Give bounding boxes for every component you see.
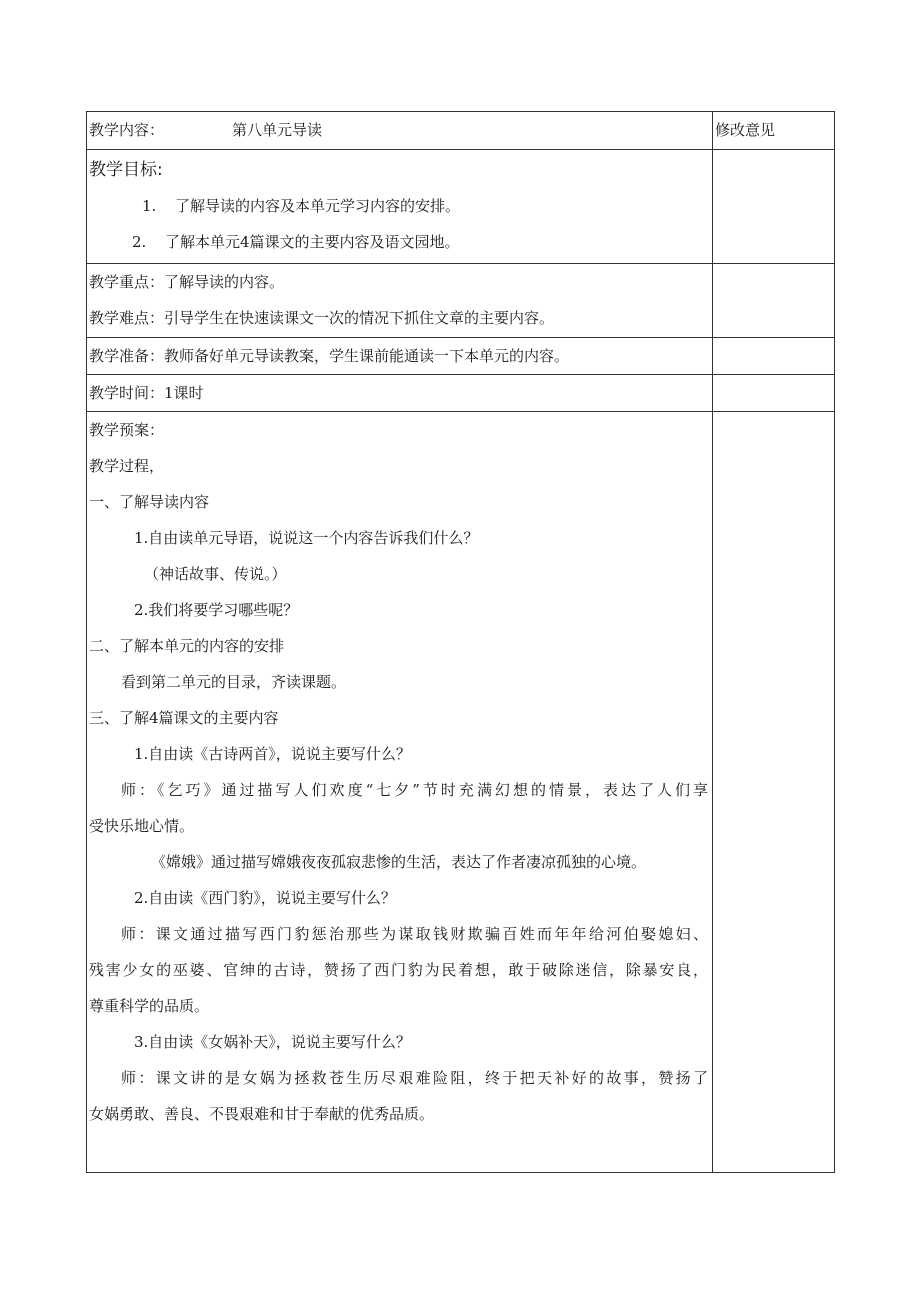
plan-row [87, 412, 835, 1173]
goal-text-2: 了解本单元4篇课文的主要内容及语文园地。 [165, 233, 460, 251]
goals-heading: 教学目标: [89, 160, 163, 180]
teaching-content-label: 教学内容： [89, 121, 165, 139]
section-1-title: 一、了解导读内容 [89, 493, 210, 511]
plan-cell [87, 412, 713, 1173]
teaching-content-value: 第八单元导读 [232, 121, 323, 139]
teaching-time: 教学时间：1课时 [89, 384, 204, 402]
goals-row [87, 150, 835, 264]
goals-cell [87, 150, 713, 264]
time-row [87, 375, 835, 412]
teaching-focus: 教学重点：了解导读的内容。 [89, 273, 285, 291]
section-2-text: 看到第二单元的目录，齐读课题。 [121, 673, 347, 691]
section-3-answer-2-line-1: 师：课文通过描写西门豹惩治那些为谋取钱财欺骗百姓而年年给河伯娶媳妇、 [121, 925, 708, 943]
section-1-question-2: 2.我们将要学习哪些呢？ [134, 601, 299, 619]
key-points-revision-cell [713, 264, 835, 338]
section-2-title: 二、了解本单元的内容的安排 [89, 637, 285, 655]
key-points-cell [87, 264, 713, 338]
section-3-question-1: 1.自由读《古诗两首》，说说主要写什么？ [134, 745, 411, 763]
time-cell [87, 375, 713, 412]
time-revision-cell [713, 375, 835, 412]
plan-process: 教学过程， [89, 457, 165, 475]
section-3-title: 三、了解4篇课文的主要内容 [89, 709, 279, 727]
goal-text-1: 了解导读的内容及本单元学习内容的安排。 [175, 197, 461, 215]
section-1-answer-1: （神话故事、传说。） [144, 565, 287, 583]
goal-number-1: 1. [142, 197, 157, 215]
section-3-answer-2-line-3: 尊重科学的品质。 [89, 997, 210, 1015]
teaching-content-cell [87, 112, 713, 150]
revision-header-cell [713, 112, 835, 150]
lesson-plan-table [86, 111, 835, 1173]
preparation-row [87, 338, 835, 375]
goal-item-2 [89, 224, 708, 260]
goal-item-1 [89, 188, 708, 224]
preparation-cell [87, 338, 713, 375]
teaching-preparation: 教学准备：教师备好单元导读教案，学生课前能通读一下本单元的内容。 [89, 347, 570, 365]
preparation-revision-cell [713, 338, 835, 375]
section-3-answer-1-line-2: 受快乐地心情。 [89, 817, 195, 835]
teaching-difficulty: 教学难点：引导学生在快速读课文一次的情况下抓住文章的主要内容。 [89, 309, 555, 327]
section-3-answer-2-line-2: 残害少女的巫婆、官绅的古诗，赞扬了西门豹为民着想，敢于破除迷信，除暴安良， [89, 961, 708, 979]
section-3-answer-3-line-1: 师：课文讲的是女娲为拯救苍生历尽艰难险阻，终于把天补好的故事，赞扬了 [121, 1069, 708, 1087]
header-row [87, 112, 835, 150]
goals-revision-cell [713, 150, 835, 264]
section-3-answer-1-line-1: 师：《乞巧》通过描写人们欢度“七夕”节时充满幻想的情景，表达了人们享 [121, 781, 708, 799]
goal-number-2: 2. [132, 233, 147, 251]
section-3-question-3: 3.自由读《女娲补天》，说说主要写什么？ [134, 1033, 411, 1051]
plan-revision-cell [713, 412, 835, 1173]
section-3-answer-3-line-2: 女娲勇敢、善良、不畏艰难和甘于奉献的优秀品质。 [89, 1105, 435, 1123]
section-1-question-1: 1.自由读单元导语，说说这一个内容告诉我们什么？ [134, 529, 479, 547]
section-3-question-2: 2.自由读《西门豹》，说说主要写什么？ [134, 889, 396, 907]
section-3-answer-1b: 《嫦娥》通过描写嫦娥夜夜孤寂悲惨的生活，表达了作者凄凉孤独的心境。 [151, 853, 647, 871]
revision-label: 修改意见 [715, 121, 776, 139]
key-points-row [87, 264, 835, 338]
plan-title: 教学预案： [89, 421, 165, 439]
